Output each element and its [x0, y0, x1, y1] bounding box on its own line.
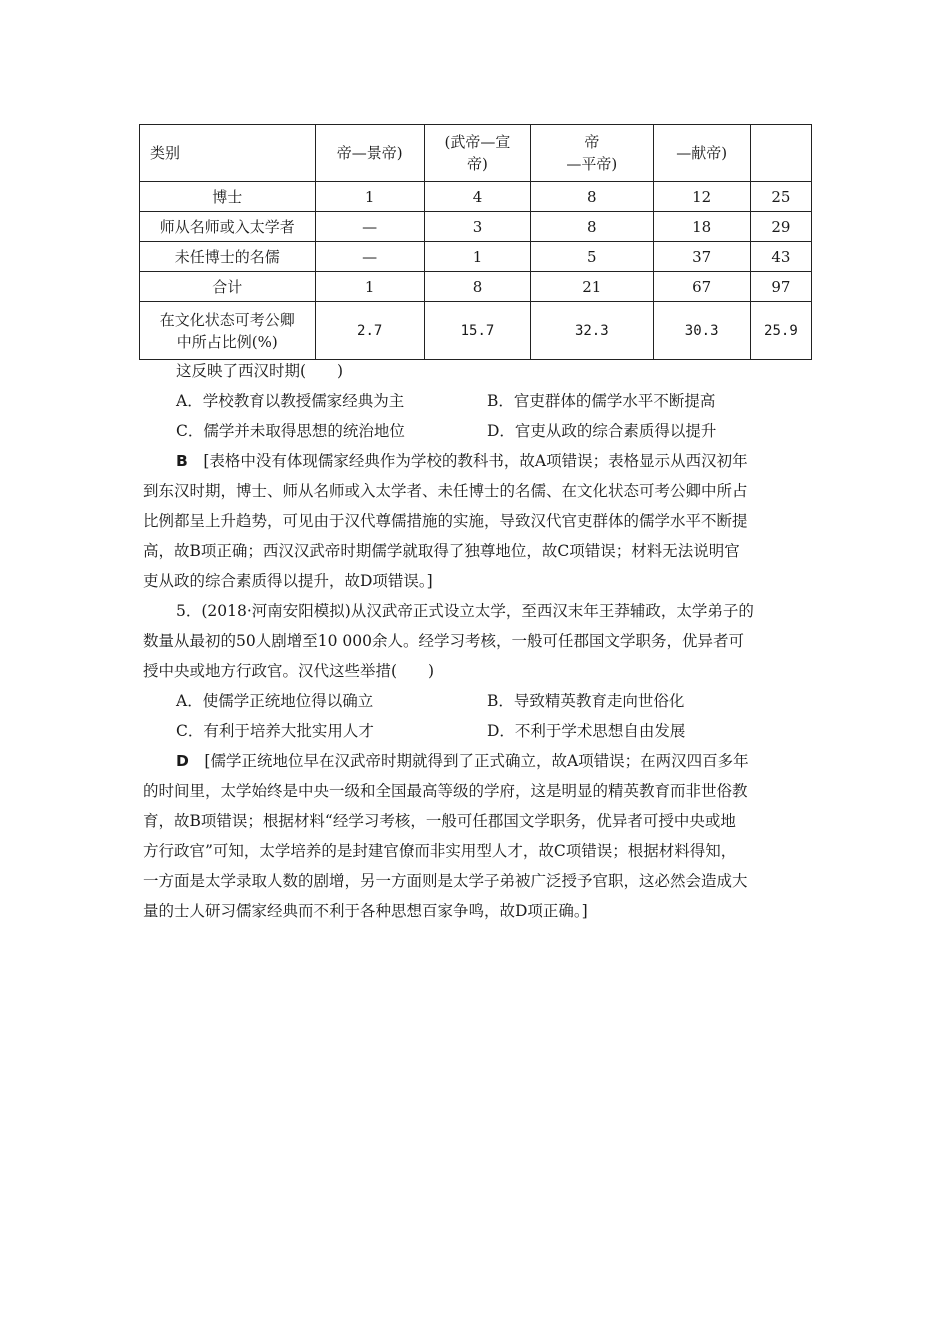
- header-line: (武帝—宣: [444, 133, 511, 151]
- header-line: —平帝): [566, 155, 618, 173]
- table-cell: 67: [653, 272, 750, 302]
- table-cell: 1: [315, 272, 424, 302]
- question-4-explanation-line: 高，故B项正确；西汉汉武帝时期儒学就取得了独尊地位，故C项错误；材料无法说明官: [143, 542, 740, 560]
- table-cell: 15.7: [424, 302, 530, 360]
- header-line: 帝: [584, 133, 600, 151]
- row-label: 未任博士的名儒: [140, 242, 316, 272]
- question-4-explanation-line: 吏从政的综合素质得以提升，故D项错误。]: [143, 572, 433, 590]
- table-row: [140, 212, 812, 242]
- table-header-row: [140, 125, 812, 182]
- table-cell: 30.3: [653, 302, 750, 360]
- question-4-explanation-line: [143, 446, 809, 476]
- question-5-options-row-2: [143, 716, 809, 746]
- table-cell: 43: [750, 242, 811, 272]
- header-cell-period-2: [424, 125, 530, 182]
- header-line: 帝): [467, 155, 488, 173]
- row-label: [140, 302, 316, 360]
- table-cell: 37: [653, 242, 750, 272]
- table-cell: 8: [531, 182, 653, 212]
- option-a: A．学校教育以教授儒家经典为主: [176, 392, 405, 410]
- row-label: 博士: [140, 182, 316, 212]
- table-cell: 5: [531, 242, 653, 272]
- header-cell-category: 类别: [140, 125, 316, 182]
- question-5-explanation-line: 一方面是太学录取人数的剧增，另一方面则是太学子弟被广泛授予官职，这必然会造成大: [143, 872, 748, 890]
- question-5-answer: D: [176, 752, 189, 770]
- question-4-stem: 这反映了西汉时期( ): [176, 362, 344, 380]
- question-5-stem-line: 授中央或地方行政官。汉代这些举措( ): [143, 662, 435, 680]
- table-cell: 29: [750, 212, 811, 242]
- question-4-explanation-line: 比例都呈上升趋势，可见由于汉代尊儒措施的实施，导致汉代官吏群体的儒学水平不断提: [143, 512, 748, 530]
- question-4-options-row-1: [143, 386, 809, 416]
- table-row: [140, 242, 812, 272]
- table-cell: 97: [750, 272, 811, 302]
- table-row: [140, 182, 812, 212]
- table-row-proportion: [140, 302, 812, 360]
- table-cell: 25: [750, 182, 811, 212]
- row-label: 师从名师或入太学者: [140, 212, 316, 242]
- explanation-text: [儒学正统地位早在汉武帝时期就得到了正式确立，故A项错误；在两汉四百多年: [204, 752, 749, 770]
- question-5-explanation-line: 育，故B项错误；根据材料“经学习考核，一般可任郡国文学职务，优异者可授中央或地: [143, 812, 736, 830]
- table-cell: —: [315, 212, 424, 242]
- table-cell: 2.7: [315, 302, 424, 360]
- header-cell-period-4: —献帝): [653, 125, 750, 182]
- option-a: A．使儒学正统地位得以确立: [176, 692, 374, 710]
- table-cell: 8: [531, 212, 653, 242]
- table-cell: 3: [424, 212, 530, 242]
- table-cell: 8: [424, 272, 530, 302]
- question-5-explanation-line: 量的士人研习儒家经典而不利于各种思想百家争鸣，故D项正确。]: [143, 902, 588, 920]
- question-4-options-row-2: [143, 416, 809, 446]
- question-5-explanation-line: [143, 746, 809, 776]
- table-cell: 1: [315, 182, 424, 212]
- question-5-stem-line: 5．(2018·河南安阳模拟)从汉武帝正式设立太学，至西汉末年王莽辅政，太学弟子的: [176, 602, 754, 620]
- row-label-line: 中所占比例(%): [176, 332, 278, 351]
- header-cell-period-1: 帝—景帝): [315, 125, 424, 182]
- table-cell: 21: [531, 272, 653, 302]
- row-label: 合计: [140, 272, 316, 302]
- header-cell-period-3: [531, 125, 653, 182]
- row-label-line: 在文化状态可考公卿: [159, 310, 295, 329]
- table-cell: 4: [424, 182, 530, 212]
- table-cell: 18: [653, 212, 750, 242]
- explanation-text: [表格中没有体现儒家经典作为学校的教科书，故A项错误；表格显示从西汉初年: [203, 452, 748, 470]
- option-c: C．有利于培养大批实用人才: [176, 722, 374, 740]
- table-row: [140, 272, 812, 302]
- option-c: C．儒学并未取得思想的统治地位: [176, 422, 405, 440]
- question-4-explanation-line: 到东汉时期，博士、师从名师或入太学者、未任博士的名儒、在文化状态可考公卿中所占: [143, 482, 748, 500]
- option-b: B．导致精英教育走向世俗化: [487, 692, 685, 710]
- question-5-explanation-line: 方行政官”可知，太学培养的是封建官僚而非实用型人才，故C项错误；根据材料得知，: [143, 842, 737, 860]
- table-cell: —: [315, 242, 424, 272]
- header-cell-period-5: [750, 125, 811, 182]
- table-cell: 12: [653, 182, 750, 212]
- table-cell: 32.3: [531, 302, 653, 360]
- option-d: D．不利于学术思想自由发展: [487, 722, 686, 740]
- table-cell: 1: [424, 242, 530, 272]
- statistics-table: [139, 124, 812, 360]
- question-block: [143, 356, 809, 926]
- option-b: B．官吏群体的儒学水平不断提高: [487, 392, 716, 410]
- option-d: D．官吏从政的综合素质得以提升: [487, 422, 717, 440]
- table-cell: 25.9: [750, 302, 811, 360]
- question-5-stem-line: 数量从最初的50人剧增至10 000余人。经学习考核，一般可任郡国文学职务，优异者可: [143, 632, 744, 650]
- question-4-answer: B: [176, 452, 188, 470]
- question-5-explanation-line: 的时间里，太学始终是中央一级和全国最高等级的学府，这是明显的精英教育而非世俗教: [143, 782, 748, 800]
- question-5-options-row-1: [143, 686, 809, 716]
